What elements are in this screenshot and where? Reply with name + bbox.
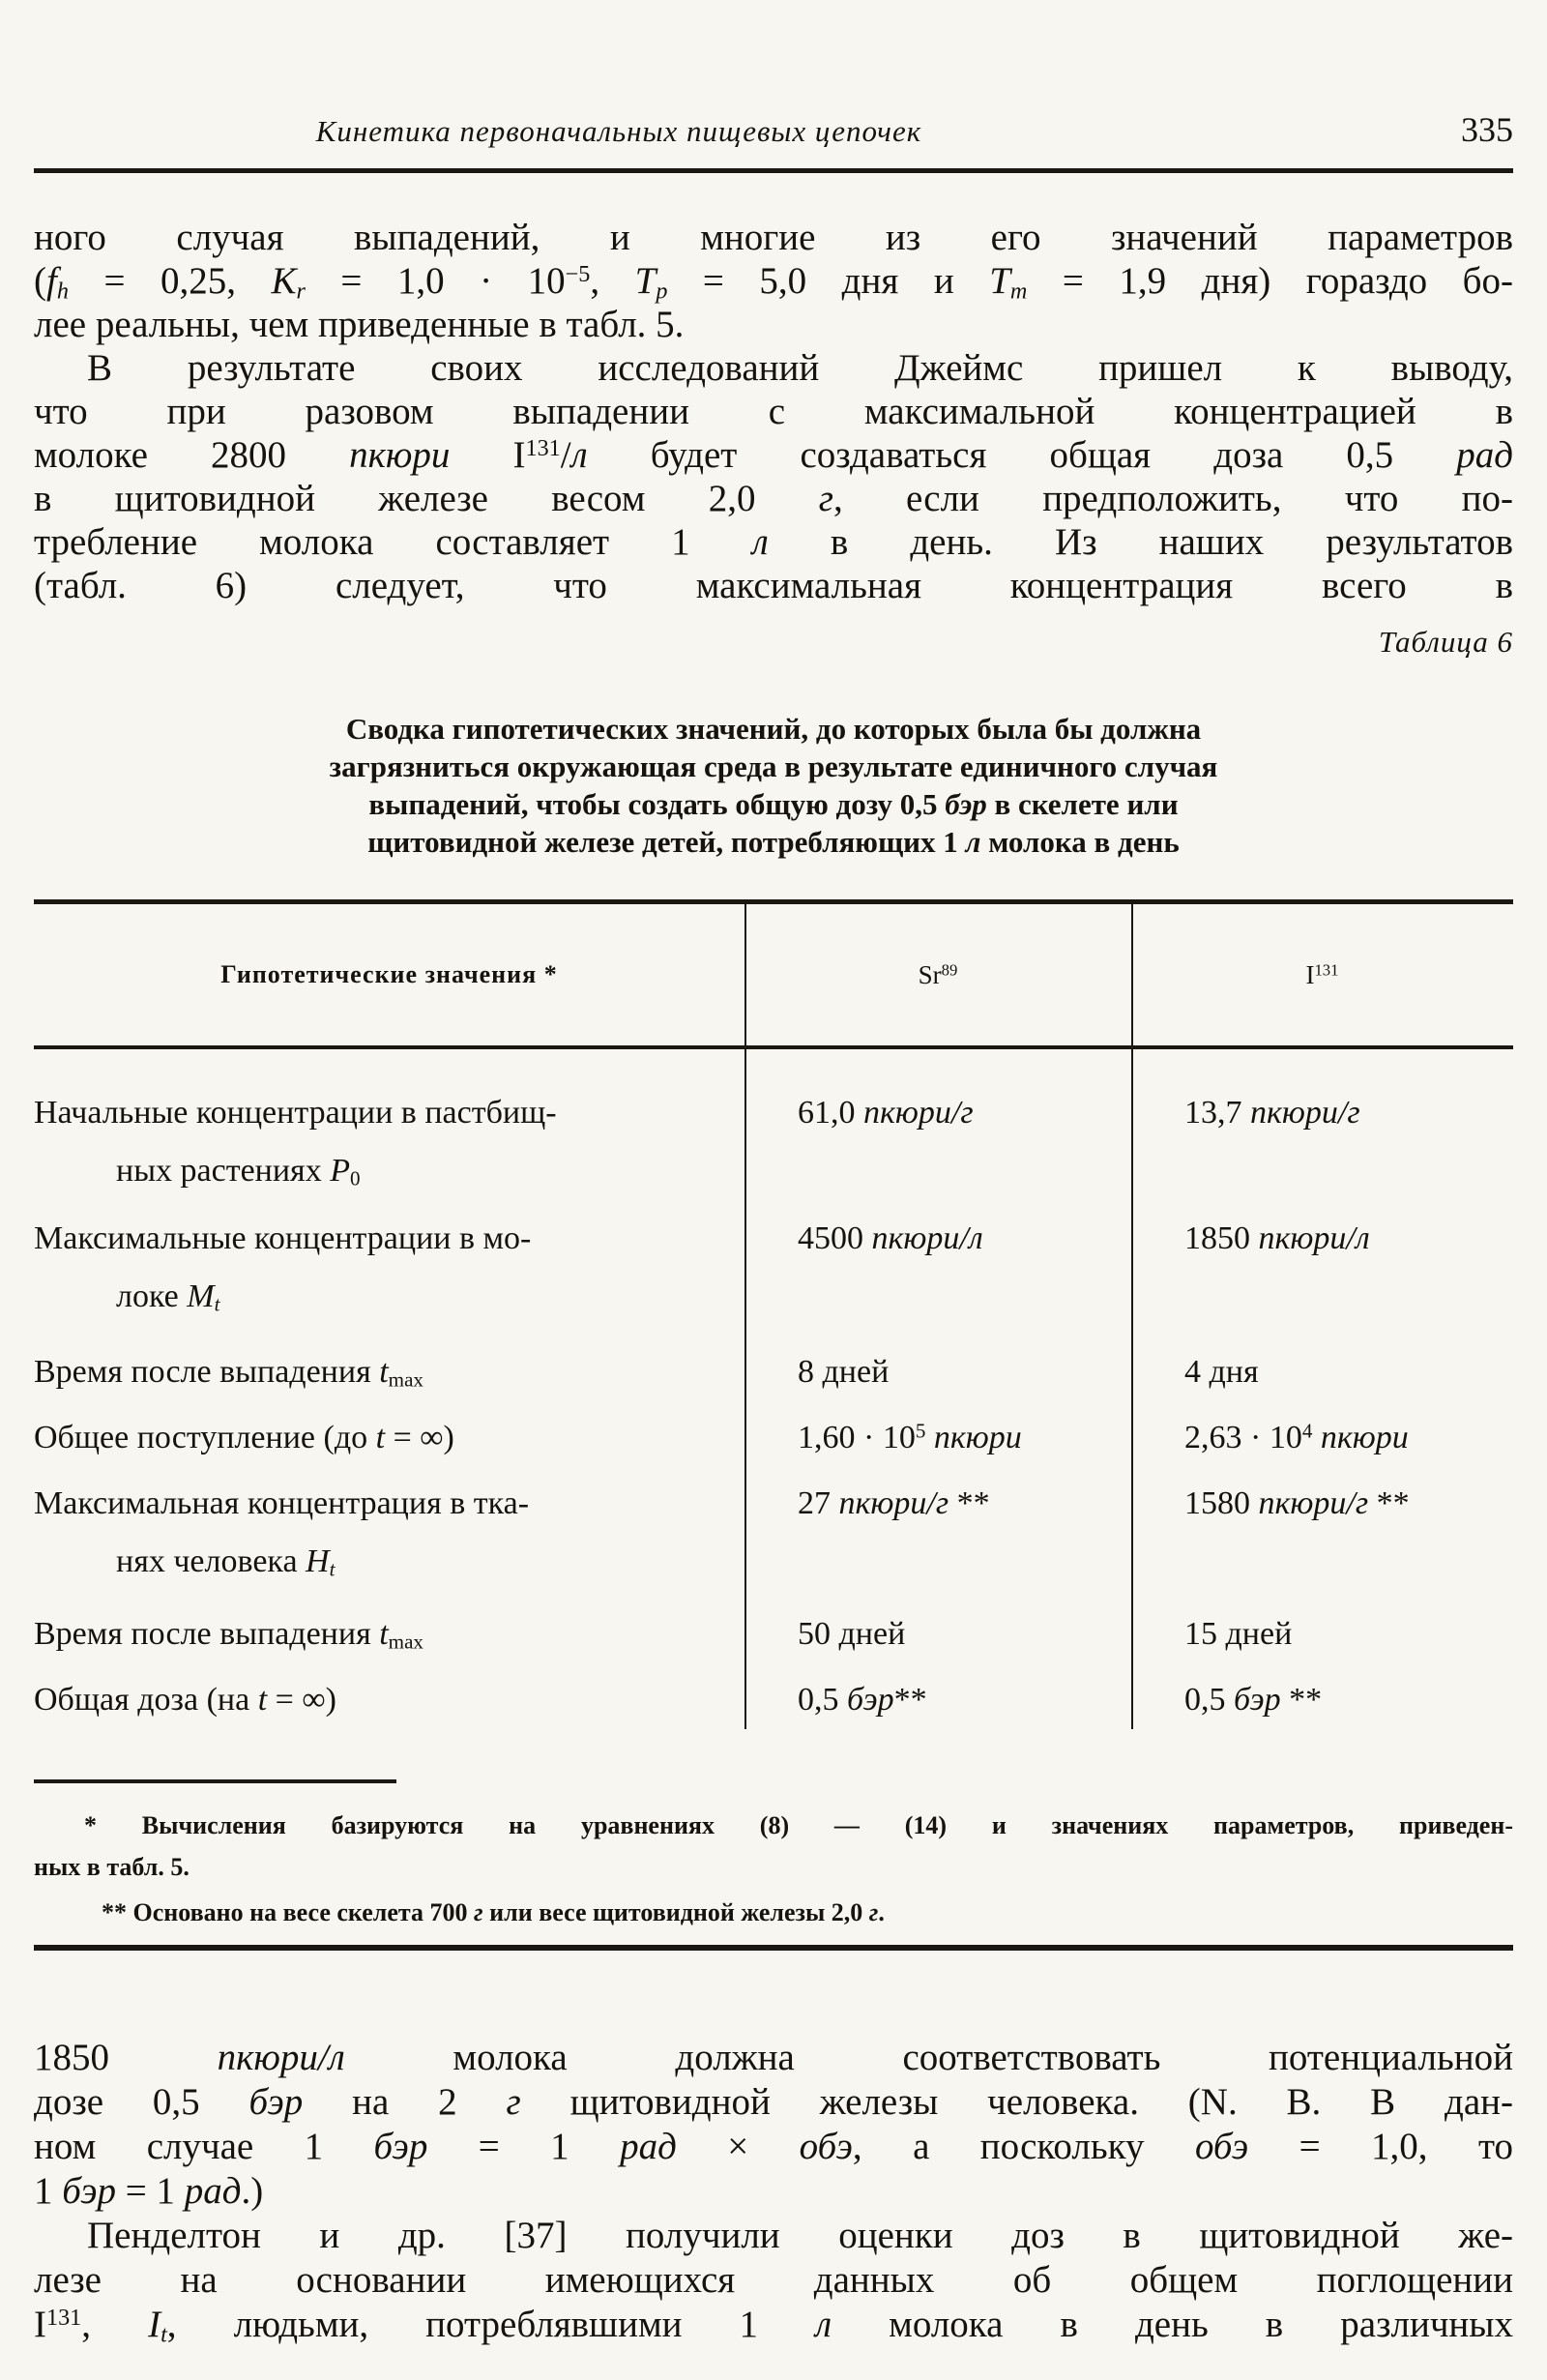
row-label-line: ных растениях $P_0$: [116, 1153, 361, 1190]
row-label: [34, 1343, 744, 1401]
column-header-hypothetical-values: Гипотетические значения *: [220, 960, 558, 988]
row-label: [34, 1409, 744, 1467]
text-line: В результате своих исследований Джеймс пришел к выводу,: [87, 347, 1513, 389]
caption-line: загрязниться окружающая среда в результате единичного случая: [329, 749, 1218, 783]
text-line: ($f_h = 0,25$, $K_r = 1,0 \cdot 10^{-5}$, $T_p = 5,0$ дня и $T_m = 1,9$ дня) гораздо бо-: [34, 260, 1514, 305]
caption-line: Сводка гипотетических значений, до которых была бы должна: [345, 712, 1202, 746]
footnotes: [34, 1805, 1513, 1933]
table-header-row: [34, 904, 1513, 1045]
table-row: [34, 1671, 1513, 1729]
data-table: [34, 899, 1513, 1729]
running-head: Кинетика первоначальных пищевых цепочек: [315, 114, 922, 148]
cell-sr89: 27 пкюри/г **: [798, 1485, 990, 1521]
cell-sr89: 61,0 пкюри/г: [798, 1095, 974, 1131]
page-number: 335: [1461, 110, 1513, 149]
caption-line: щитовидной железе детей, потребляющих 1 л молока в день: [367, 825, 1180, 859]
text-line: лезе на основании имеющихся данных об общем поглощении: [34, 2259, 1513, 2301]
text-line: требление молока составляет 1 л в день. Из наших результатов: [34, 521, 1513, 563]
table-body: [34, 1049, 1513, 1729]
text-line: 1 бэр = 1 рад.): [34, 2170, 264, 2212]
caption-line: выпадений, чтобы создать общую дозу 0,5 бэр в скелете или: [368, 787, 1179, 821]
row-label-line: локе $M_t$: [116, 1278, 220, 1316]
row-label: [34, 1671, 744, 1729]
text-line: ном случае 1 бэр = 1 рад × обэ, а поскольку обэ = 1,0, то: [34, 2126, 1513, 2167]
table-row: [34, 1409, 1513, 1467]
table-row: [34, 1475, 1513, 1591]
cell-i131: 15 дней: [1184, 1616, 1293, 1652]
table-number-label: Таблица 6: [1378, 625, 1513, 659]
text-line: дозе 0,5 бэр на 2 г щитовидной железы человека. (N. B. В дан-: [34, 2081, 1514, 2123]
cell-sr89: $1,60 \cdot 10^5$ пкюри: [798, 1419, 1022, 1455]
column-header-i131: $I^{131}$: [1305, 959, 1339, 989]
table-caption: [34, 710, 1513, 861]
cell-sr89: 50 дней: [798, 1616, 906, 1652]
page-header: [34, 0, 1513, 151]
text-line: лее реальны, чем приведенные в табл. 5.: [34, 304, 685, 345]
table-row: [34, 1210, 1513, 1326]
row-label: [34, 1605, 744, 1663]
row-label-line: Начальные концентрации в пастбищ-: [34, 1095, 557, 1131]
footnote-line: * Вычисления базируются на уравнениях (8) — (14) и значениях параметров, приведен-: [84, 1811, 1513, 1839]
table-row: [34, 1605, 1513, 1663]
cell-i131: 4 дня: [1184, 1354, 1259, 1390]
cell-i131: $2,63 \cdot 10^4$ пкюри: [1184, 1419, 1409, 1455]
row-label-line: Общая доза (на t = ∞): [34, 1682, 336, 1718]
cell-i131: 13,7 пкюри/г: [1184, 1095, 1360, 1131]
table-row: [34, 1084, 1513, 1200]
column-separator-2: [1131, 904, 1133, 1729]
body-text-bottom: [34, 2036, 1513, 2347]
row-label: [34, 1210, 744, 1326]
text-line: молоке 2800 пкюри $I^{131}/л$ будет создаваться общая доза 0,5 рад: [34, 434, 1513, 476]
text-line: что при разовом выпадении с максимальной концентрацией в: [34, 391, 1513, 432]
table-bottom-rule: [34, 1945, 1513, 1951]
row-label-line: Общее поступление (до t = ∞): [34, 1420, 454, 1455]
row-label-line: Максимальная концентрация в тка-: [34, 1485, 530, 1521]
text-line: 1850 пкюри/л молока должна соответствовать потенциальной: [34, 2037, 1513, 2078]
cell-sr89: 8 дней: [798, 1354, 890, 1390]
text-line: в щитовидной железе весом 2,0 г, если предположить, что по-: [34, 478, 1513, 519]
body-text-top: [34, 216, 1513, 607]
row-label-line: нях человека $H_t$: [116, 1543, 336, 1581]
column-separator-1: [744, 904, 746, 1729]
text-line: $I^{131}$, $I_t$, людьми, потреблявшими 1 л молока в день в различных: [34, 2304, 1514, 2348]
text-line: ного случая выпадений, и многие из его значений параметров: [34, 217, 1513, 258]
footnote-separator: [34, 1779, 396, 1783]
text-line: Пенделтон и др. [37] получили оценки доз в щитовидной же-: [87, 2215, 1513, 2256]
cell-i131: 1850 пкюри/л: [1184, 1220, 1370, 1256]
row-label: [34, 1475, 744, 1591]
footnote-line: ных в табл. 5.: [34, 1853, 190, 1881]
cell-sr89: 4500 пкюри/л: [798, 1220, 983, 1256]
row-label-line: Максимальные концентрации в мо-: [34, 1220, 532, 1256]
cell-sr89: 0,5 бэр**: [798, 1682, 927, 1718]
header-rule: [34, 168, 1513, 173]
column-header-sr89: Sr$^{89}$: [918, 959, 958, 989]
table-row: [34, 1343, 1513, 1401]
cell-i131: 0,5 бэр **: [1184, 1682, 1323, 1718]
footnote-line: ** Основано на весе скелета 700 г или весе щитовидной железы 2,0 г.: [102, 1898, 885, 1926]
row-label-line: Время после выпадения $t_{max}$: [34, 1354, 423, 1392]
cell-i131: 1580 пкюри/г **: [1184, 1485, 1410, 1521]
row-label: [34, 1084, 744, 1200]
text-line: (табл. 6) следует, что максимальная концентрация всего в: [34, 565, 1513, 606]
row-label-line: Время после выпадения $t_{max}$: [34, 1616, 423, 1654]
